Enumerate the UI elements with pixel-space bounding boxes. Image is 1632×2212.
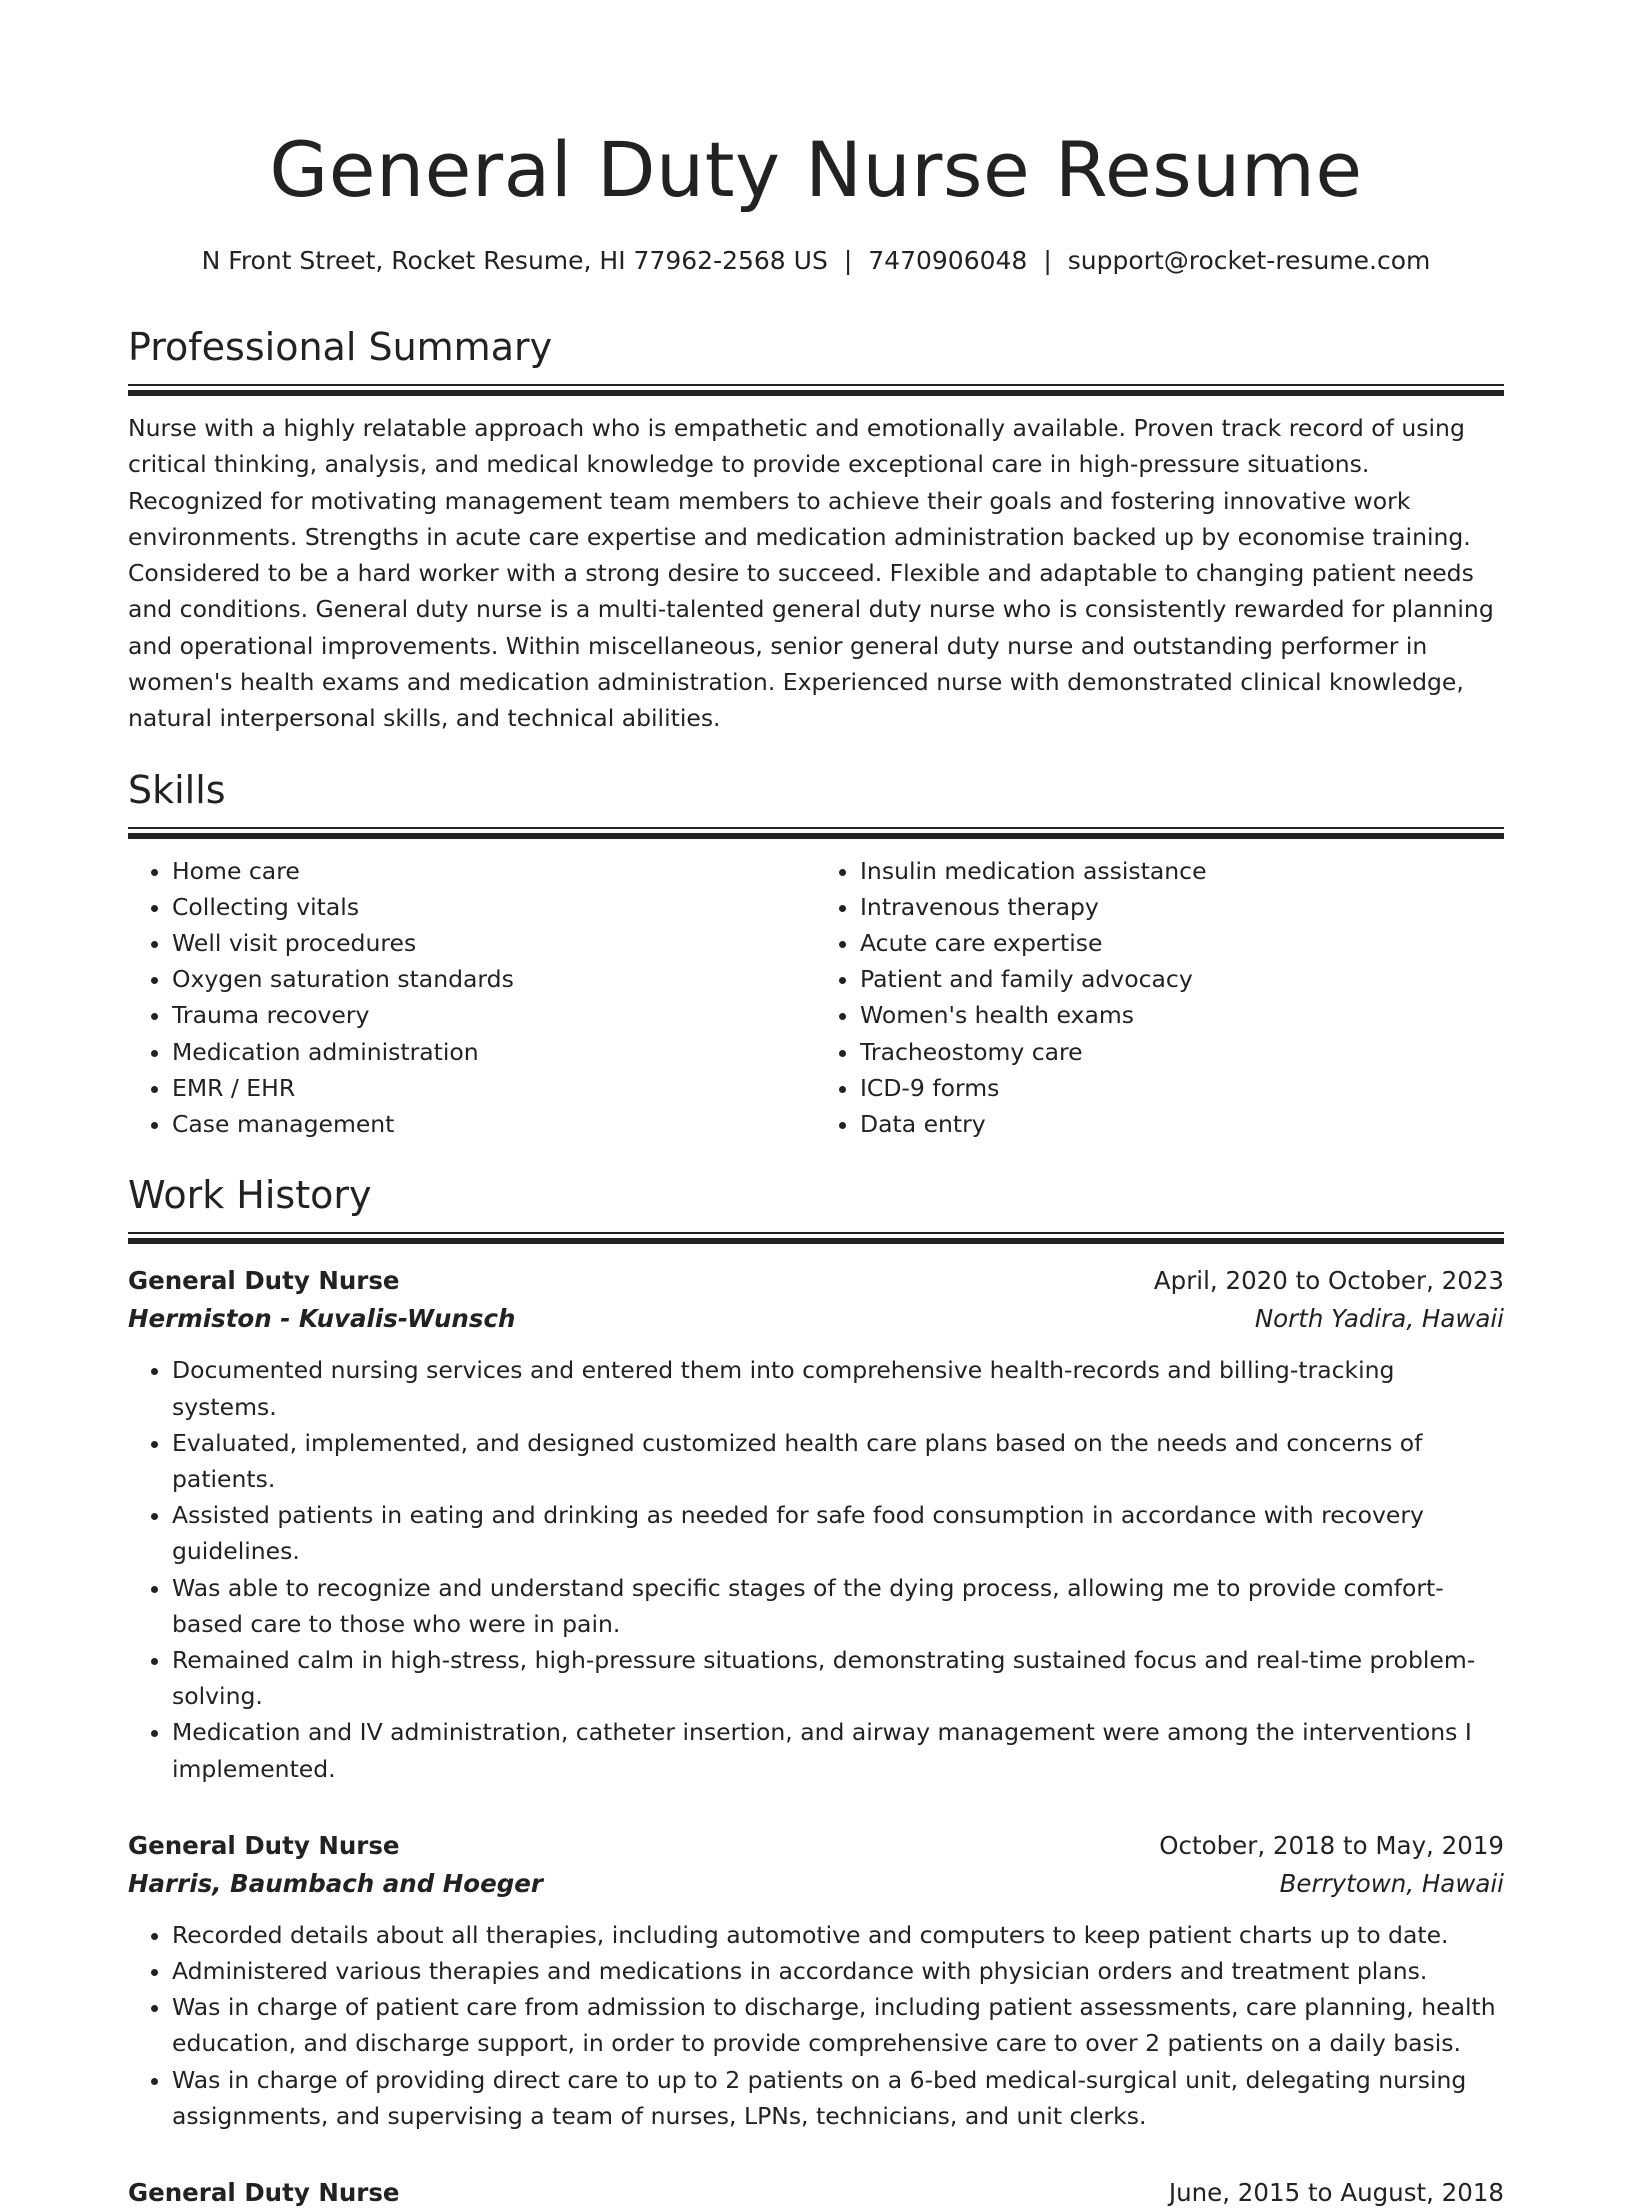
contact-separator: |	[843, 246, 853, 275]
job-employer-row	[128, 1300, 1504, 1338]
skills-list-left	[128, 853, 816, 1143]
job-entry	[128, 1827, 1504, 2134]
skill-item: • Insulin medication assistance	[860, 853, 1504, 889]
duty-item: • Was able to recognize and understand specific stages of the dying process, allowing me to provide comfort-based care to those who were in pain.	[172, 1570, 1504, 1642]
skill-item: • Trauma recovery	[172, 997, 816, 1033]
section-heading: Skills	[128, 767, 226, 812]
duty-item: • Administered various therapies and medications in accordance with physician orders and treatment plans.	[172, 1953, 1504, 1989]
skill-item: • Data entry	[860, 1106, 1504, 1142]
section-divider	[128, 1232, 1504, 1244]
duty-item: • Was in charge of patient care from admission to discharge, including patient assessments, care planning, health education, and discharge support, in order to provide comprehensive care to over 2 patients on a daily basis.	[172, 1989, 1504, 2061]
skill-item: • Patient and family advocacy	[860, 961, 1504, 997]
contact-phone: 7470906048	[868, 246, 1028, 275]
skill-item: • Intravenous therapy	[860, 889, 1504, 925]
skill-item: • Acute care expertise	[860, 925, 1504, 961]
job-header-row	[128, 1262, 1504, 1300]
job-dates: October, 2018 to May, 2019	[1159, 1830, 1504, 1860]
duty-item: • Recorded details about all therapies, including automotive and computers to keep patient charts up to date.	[172, 1917, 1504, 1953]
professional-summary-section	[128, 322, 1504, 737]
job-duties	[128, 1917, 1504, 2134]
skill-item: • Home care	[172, 853, 816, 889]
duty-item: • Remained calm in high-stress, high-pressure situations, demonstrating sustained focus and real-time problem-solving.	[172, 1642, 1504, 1714]
contact-email: support@rocket-resume.com	[1067, 246, 1431, 275]
skills-list-right	[816, 853, 1504, 1143]
job-location: North Yadira, Hawaii	[1254, 1304, 1504, 1334]
skill-item: • Case management	[172, 1106, 816, 1142]
job-entry	[128, 1262, 1504, 1786]
job-company: Hermiston - Kuvalis-Wunsch	[128, 1304, 516, 1334]
duty-item: • Was in charge of providing direct care to up to 2 patients on a 6-bed medical-surgical unit, delegating nursing assignments, and supervising a team of nurses, LPNs, technicians, and unit clerks.	[172, 2062, 1504, 2134]
skill-item: • Women's health exams	[860, 997, 1504, 1033]
duty-item: • Evaluated, implemented, and designed customized health care plans based on the needs and concerns of patients.	[172, 1425, 1504, 1497]
summary-text: Nurse with a highly relatable approach who is empathetic and emotionally available. Proven track record of using critical thinking, analysis, and medical knowledge to provide exceptional care in high-pressure situations. Recognized for motivating management team members to achieve their goals and fostering innovative work environments. Strengths in acute care expertise and medication administration backed up by economise training. Considered to be a hard worker with a strong desire to succeed. Flexible and adaptable to changing patient needs and conditions. General duty nurse is a multi-talented general duty nurse who is consistently rewarded for planning and operational improvements. Within miscellaneous, senior general duty nurse and outstanding performer in women's health exams and medication administration. Experienced nurse with demonstrated clinical knowledge, natural interpersonal skills, and technical abilities.	[128, 414, 1494, 733]
section-divider	[128, 384, 1504, 396]
skills-section	[128, 765, 1504, 1143]
contact-address: N Front Street, Rocket Resume, HI 77962-2568 US	[201, 246, 828, 275]
job-entry	[128, 2174, 1504, 2212]
duty-item: • Assisted patients in eating and drinking as needed for safe food consumption in accordance with recovery guidelines.	[172, 1497, 1504, 1569]
job-header-row	[128, 2174, 1504, 2212]
job-title: General Duty Nurse	[128, 1266, 400, 1296]
job-title: General Duty Nurse	[128, 1830, 400, 1860]
section-heading: Work History	[128, 1173, 372, 1218]
job-header-row	[128, 1827, 1504, 1865]
resume-title: General Duty Nurse Resume	[269, 125, 1363, 214]
job-employer-row	[128, 1865, 1504, 1903]
contact-line	[128, 244, 1504, 278]
duty-item: • Medication and IV administration, catheter insertion, and airway management were among the interventions I implemented.	[172, 1714, 1504, 1786]
contact-separator: |	[1043, 246, 1052, 275]
skill-item: • Tracheostomy care	[860, 1034, 1504, 1070]
skill-item: • ICD-9 forms	[860, 1070, 1504, 1106]
job-company: Harris, Baumbach and Hoeger	[128, 1868, 543, 1898]
section-divider	[128, 827, 1504, 839]
job-duties	[128, 1352, 1504, 1786]
job-title: General Duty Nurse	[128, 2177, 400, 2207]
job-dates: April, 2020 to October, 2023	[1153, 1266, 1504, 1296]
skill-item: • Collecting vitals	[172, 889, 816, 925]
skills-columns	[128, 853, 1504, 1143]
skill-item: • EMR / EHR	[172, 1070, 816, 1106]
job-location: Berrytown, Hawaii	[1279, 1868, 1504, 1898]
job-dates: June, 2015 to August, 2018	[1168, 2177, 1504, 2207]
skill-item: • Oxygen saturation standards	[172, 961, 816, 997]
work-history-section	[128, 1170, 1504, 2212]
skill-item: • Medication administration	[172, 1034, 816, 1070]
section-heading: Professional Summary	[128, 325, 553, 369]
duty-item: • Documented nursing services and entered them into comprehensive health-records and billing-tracking systems.	[172, 1352, 1504, 1424]
skill-item: • Well visit procedures	[172, 925, 816, 961]
